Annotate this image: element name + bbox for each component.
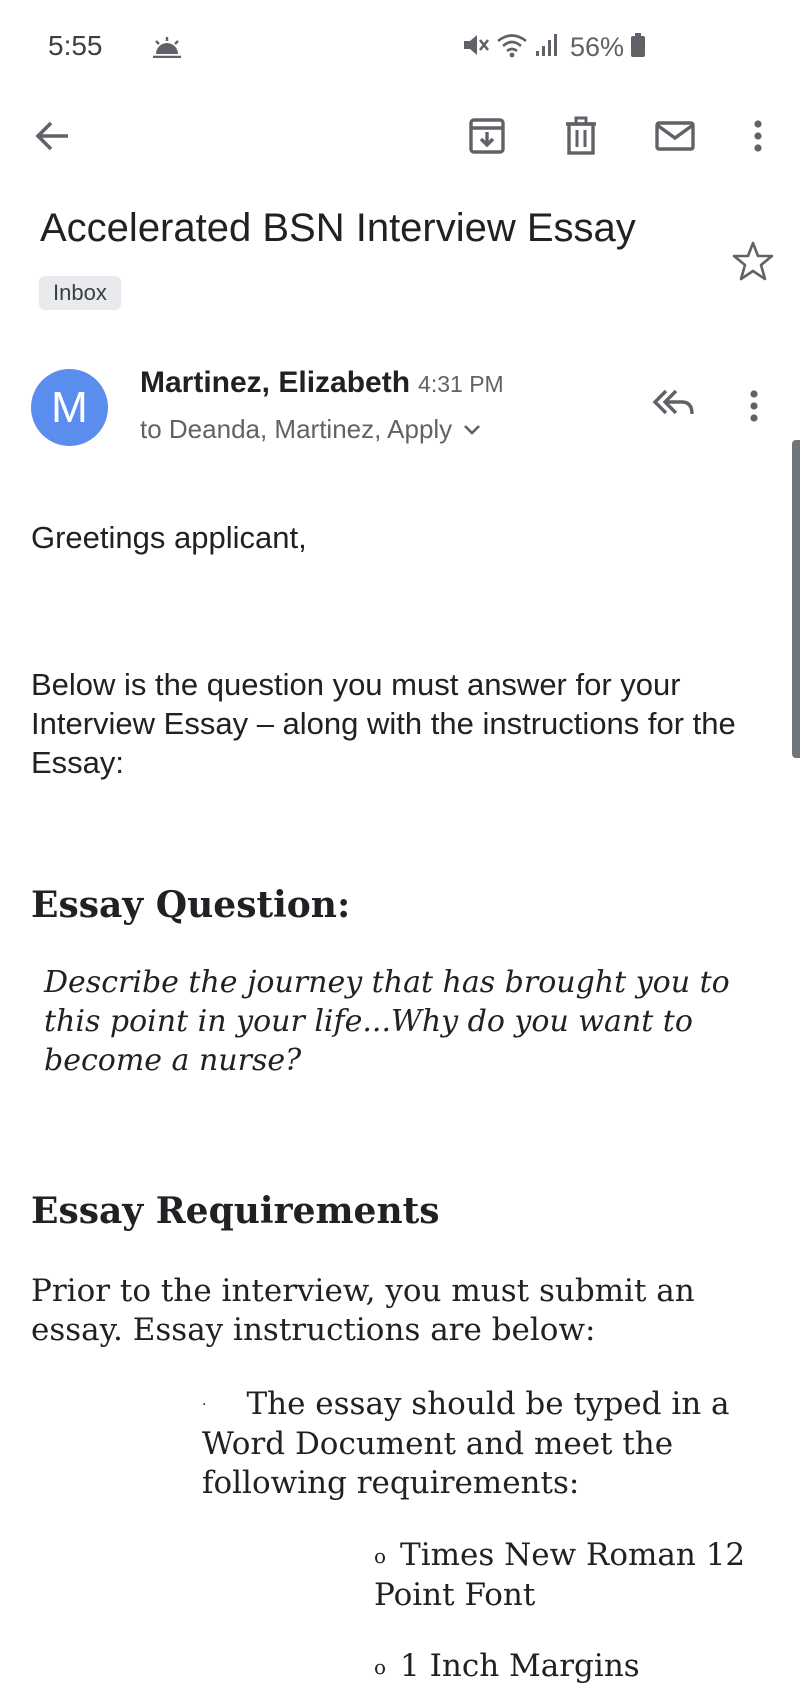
essay-requirements-heading: Essay Requirements <box>31 1190 440 1232</box>
sender-name: Martinez, Elizabeth <box>140 366 411 399</box>
trash-icon <box>561 116 601 156</box>
archive-icon <box>467 116 507 156</box>
greeting-text: Greetings applicant, <box>31 520 307 555</box>
delete-button[interactable] <box>557 112 605 160</box>
bullet-text: The essay should be typed in a Word Document and meet the following requirements: <box>202 1386 730 1501</box>
list-item <box>202 1385 762 1503</box>
sub-item-text: Times New Roman 12 Point Font <box>374 1537 746 1613</box>
sender-line[interactable] <box>140 366 504 400</box>
email-subject: Accelerated BSN Interview Essay <box>40 206 636 250</box>
reply-all-button[interactable] <box>652 386 696 427</box>
wifi-icon <box>496 32 528 63</box>
mail-icon <box>654 116 696 156</box>
more-vert-icon <box>744 386 764 426</box>
essay-question-heading: Essay Question: <box>31 884 351 926</box>
requirements-intro: Prior to the interview, you must submit an essay. Essay instructions are below: <box>31 1273 695 1348</box>
list-item <box>374 1536 774 1615</box>
battery-percent: 56% <box>570 32 625 62</box>
more-vert-icon <box>748 116 768 156</box>
mute-icon <box>462 32 490 63</box>
bullet-marker: · <box>202 1397 207 1413</box>
recipients-text: to Deanda, Martinez, Apply <box>140 414 453 444</box>
message-more-button[interactable] <box>744 386 764 431</box>
sub-item-text: 1 Inch Margins <box>400 1648 640 1684</box>
arrow-back-icon <box>32 116 72 156</box>
signal-icon <box>534 33 560 62</box>
sub-bullet-marker: o <box>374 1544 387 1568</box>
more-options-button[interactable] <box>734 112 782 160</box>
intro-paragraph: Below is the question you must answer for your Interview Essay – along with the instructions for the Essay: <box>31 667 736 780</box>
essay-question-text: Describe the journey that has brought you to this point in your life...Why do you want to become a nurse? <box>44 965 730 1078</box>
recipients-toggle[interactable] <box>140 414 482 445</box>
reply-all-icon <box>652 386 696 422</box>
star-icon <box>732 240 774 282</box>
back-button[interactable] <box>28 112 76 160</box>
sent-time: 4:31 PM <box>418 371 504 397</box>
weather-icon <box>152 36 182 63</box>
sub-bullet-marker: o <box>374 1655 387 1679</box>
chevron-down-icon <box>462 423 482 437</box>
status-time: 5:55 <box>48 30 103 61</box>
status-icons <box>462 32 646 63</box>
archive-button[interactable] <box>463 112 511 160</box>
mark-unread-button[interactable] <box>651 112 699 160</box>
list-item <box>374 1647 774 1687</box>
sender-avatar[interactable]: M <box>31 369 108 446</box>
scrollbar[interactable] <box>792 440 800 758</box>
star-button[interactable] <box>732 240 774 287</box>
inbox-label-chip[interactable]: Inbox <box>39 276 121 310</box>
battery-icon <box>630 32 646 63</box>
